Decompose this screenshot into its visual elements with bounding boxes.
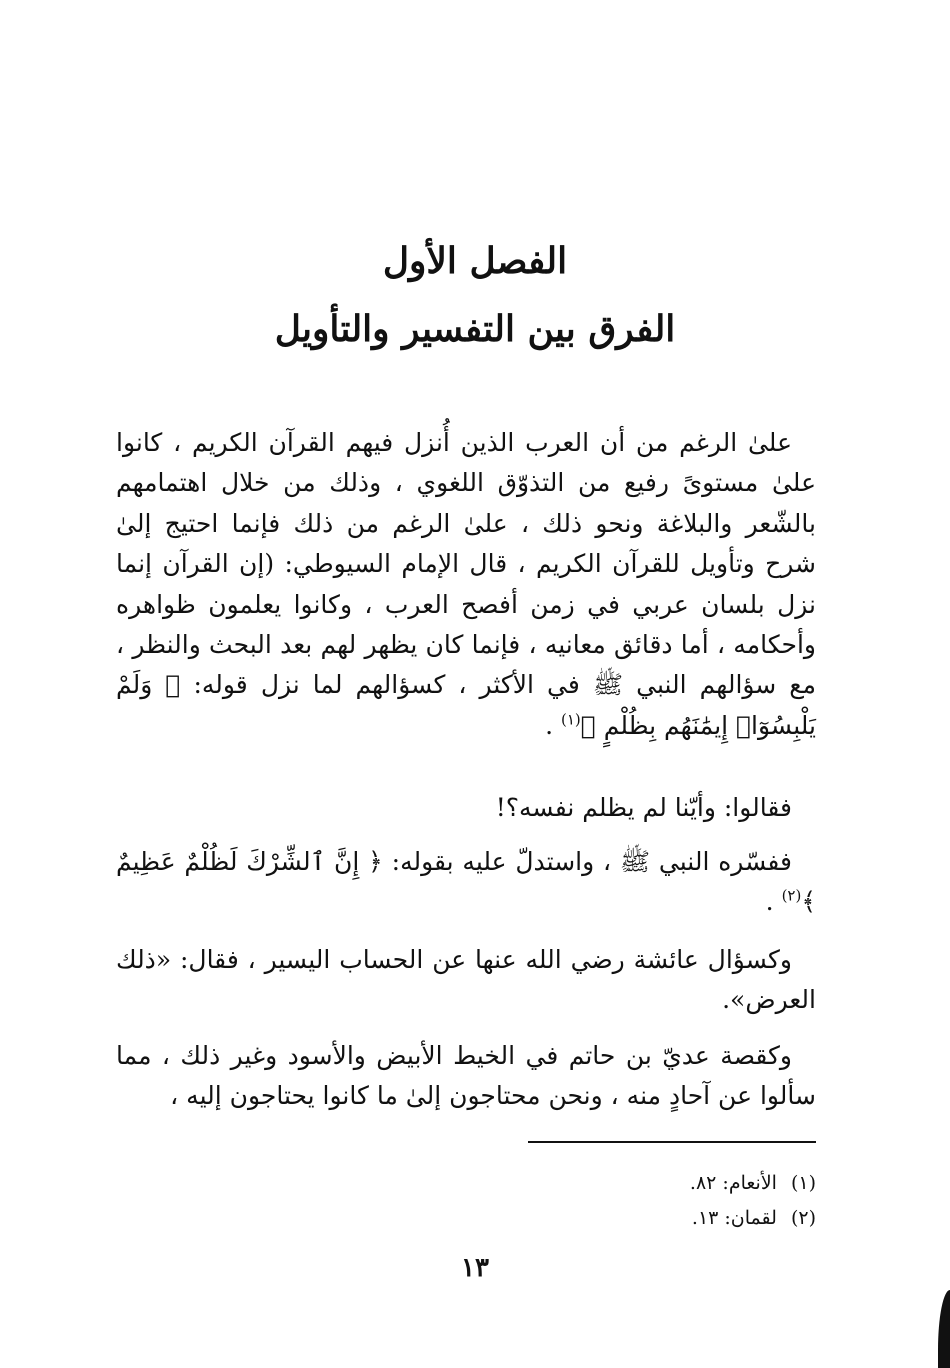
footnote-ref-2: (٢) <box>781 887 802 906</box>
paragraph-3 <box>116 842 816 923</box>
quran-verse-1: ﴿ وَلَمْ يَلْبِسُوٓا۟ إِيمَٰنَهُم بِظُلْمٍ ﴾ <box>116 670 816 740</box>
paragraph-1-text: علىٰ الرغم من أن العرب الذين أُنزل فيهم القرآن الكريم ، كانوا علىٰ مستوىً رفيع من التذوّق اللغوي ، وذلك من خلال اهتمامهم بالشّعر والبلاغة ونحو ذلك ، علىٰ الرغم من ذلك فإنما احتيج إلىٰ شرح وتأويل للقرآن الكريم ، قال الإمام السيوطي: (إن القرآن إنما نزل بلسان عربي في زمن أفصح العرب ، وكانوا يعلمون ظواهره وأحكامه ، أما دقائق معانيه ، فإنما كان يظهر لهم بعد البحث والنظر ، مع سؤالهم النبي ﷺ في الأكثر ، كسؤالهم لما نزل قوله: <box>116 428 817 700</box>
footnote-ref-1: (١) <box>560 710 581 729</box>
paragraph-2 <box>116 788 816 828</box>
footnote-divider <box>528 1141 816 1143</box>
footnote-text: لقمان: ١٣. <box>691 1207 777 1229</box>
paragraph-3-text: ففسّره النبي ﷺ ، واستدلّ عليه بقوله: <box>391 847 792 876</box>
chapter-title: الفرق بين التفسير والتأويل <box>274 308 676 350</box>
paragraph-5 <box>116 1036 816 1117</box>
paragraph-1-end: . <box>545 710 554 740</box>
footnote-number: (١) <box>790 1172 816 1194</box>
page-edge-shadow <box>938 1290 950 1368</box>
paragraph-4-text: وكسؤال عائشة رضي الله عنها عن الحساب اليسير ، فقال: «ذلك العرض». <box>116 945 816 1015</box>
paragraph-3-end: . <box>765 887 774 917</box>
paragraph-5-text: وكقصة عديّ بن حاتم في الخيط الأبيض والأسود وغير ذلك ، مما سألوا عن آحادٍ منه ، ونحن محتاجون إلىٰ ما كانوا يحتاجون إليه ، <box>116 1041 816 1111</box>
footnote-1 <box>500 1168 816 1198</box>
paragraph-2-text: فقالوا: وأيّنا لم يظلم نفسه؟! <box>495 793 792 822</box>
page-number: ١٣ <box>461 1253 489 1283</box>
chapter-heading: الفصل الأول <box>382 240 568 282</box>
footnote-2 <box>500 1203 816 1233</box>
paragraph-4 <box>116 940 816 1021</box>
footnote-number: (٢) <box>790 1207 816 1229</box>
paragraph-1 <box>116 423 816 746</box>
quran-verse-2: ﴿ إِنَّ ٱلشِّرْكَ لَظُلْمٌ عَظِيمٌ ﴾ <box>116 847 816 917</box>
footnote-text: الأنعام: ٨٢. <box>689 1172 777 1194</box>
